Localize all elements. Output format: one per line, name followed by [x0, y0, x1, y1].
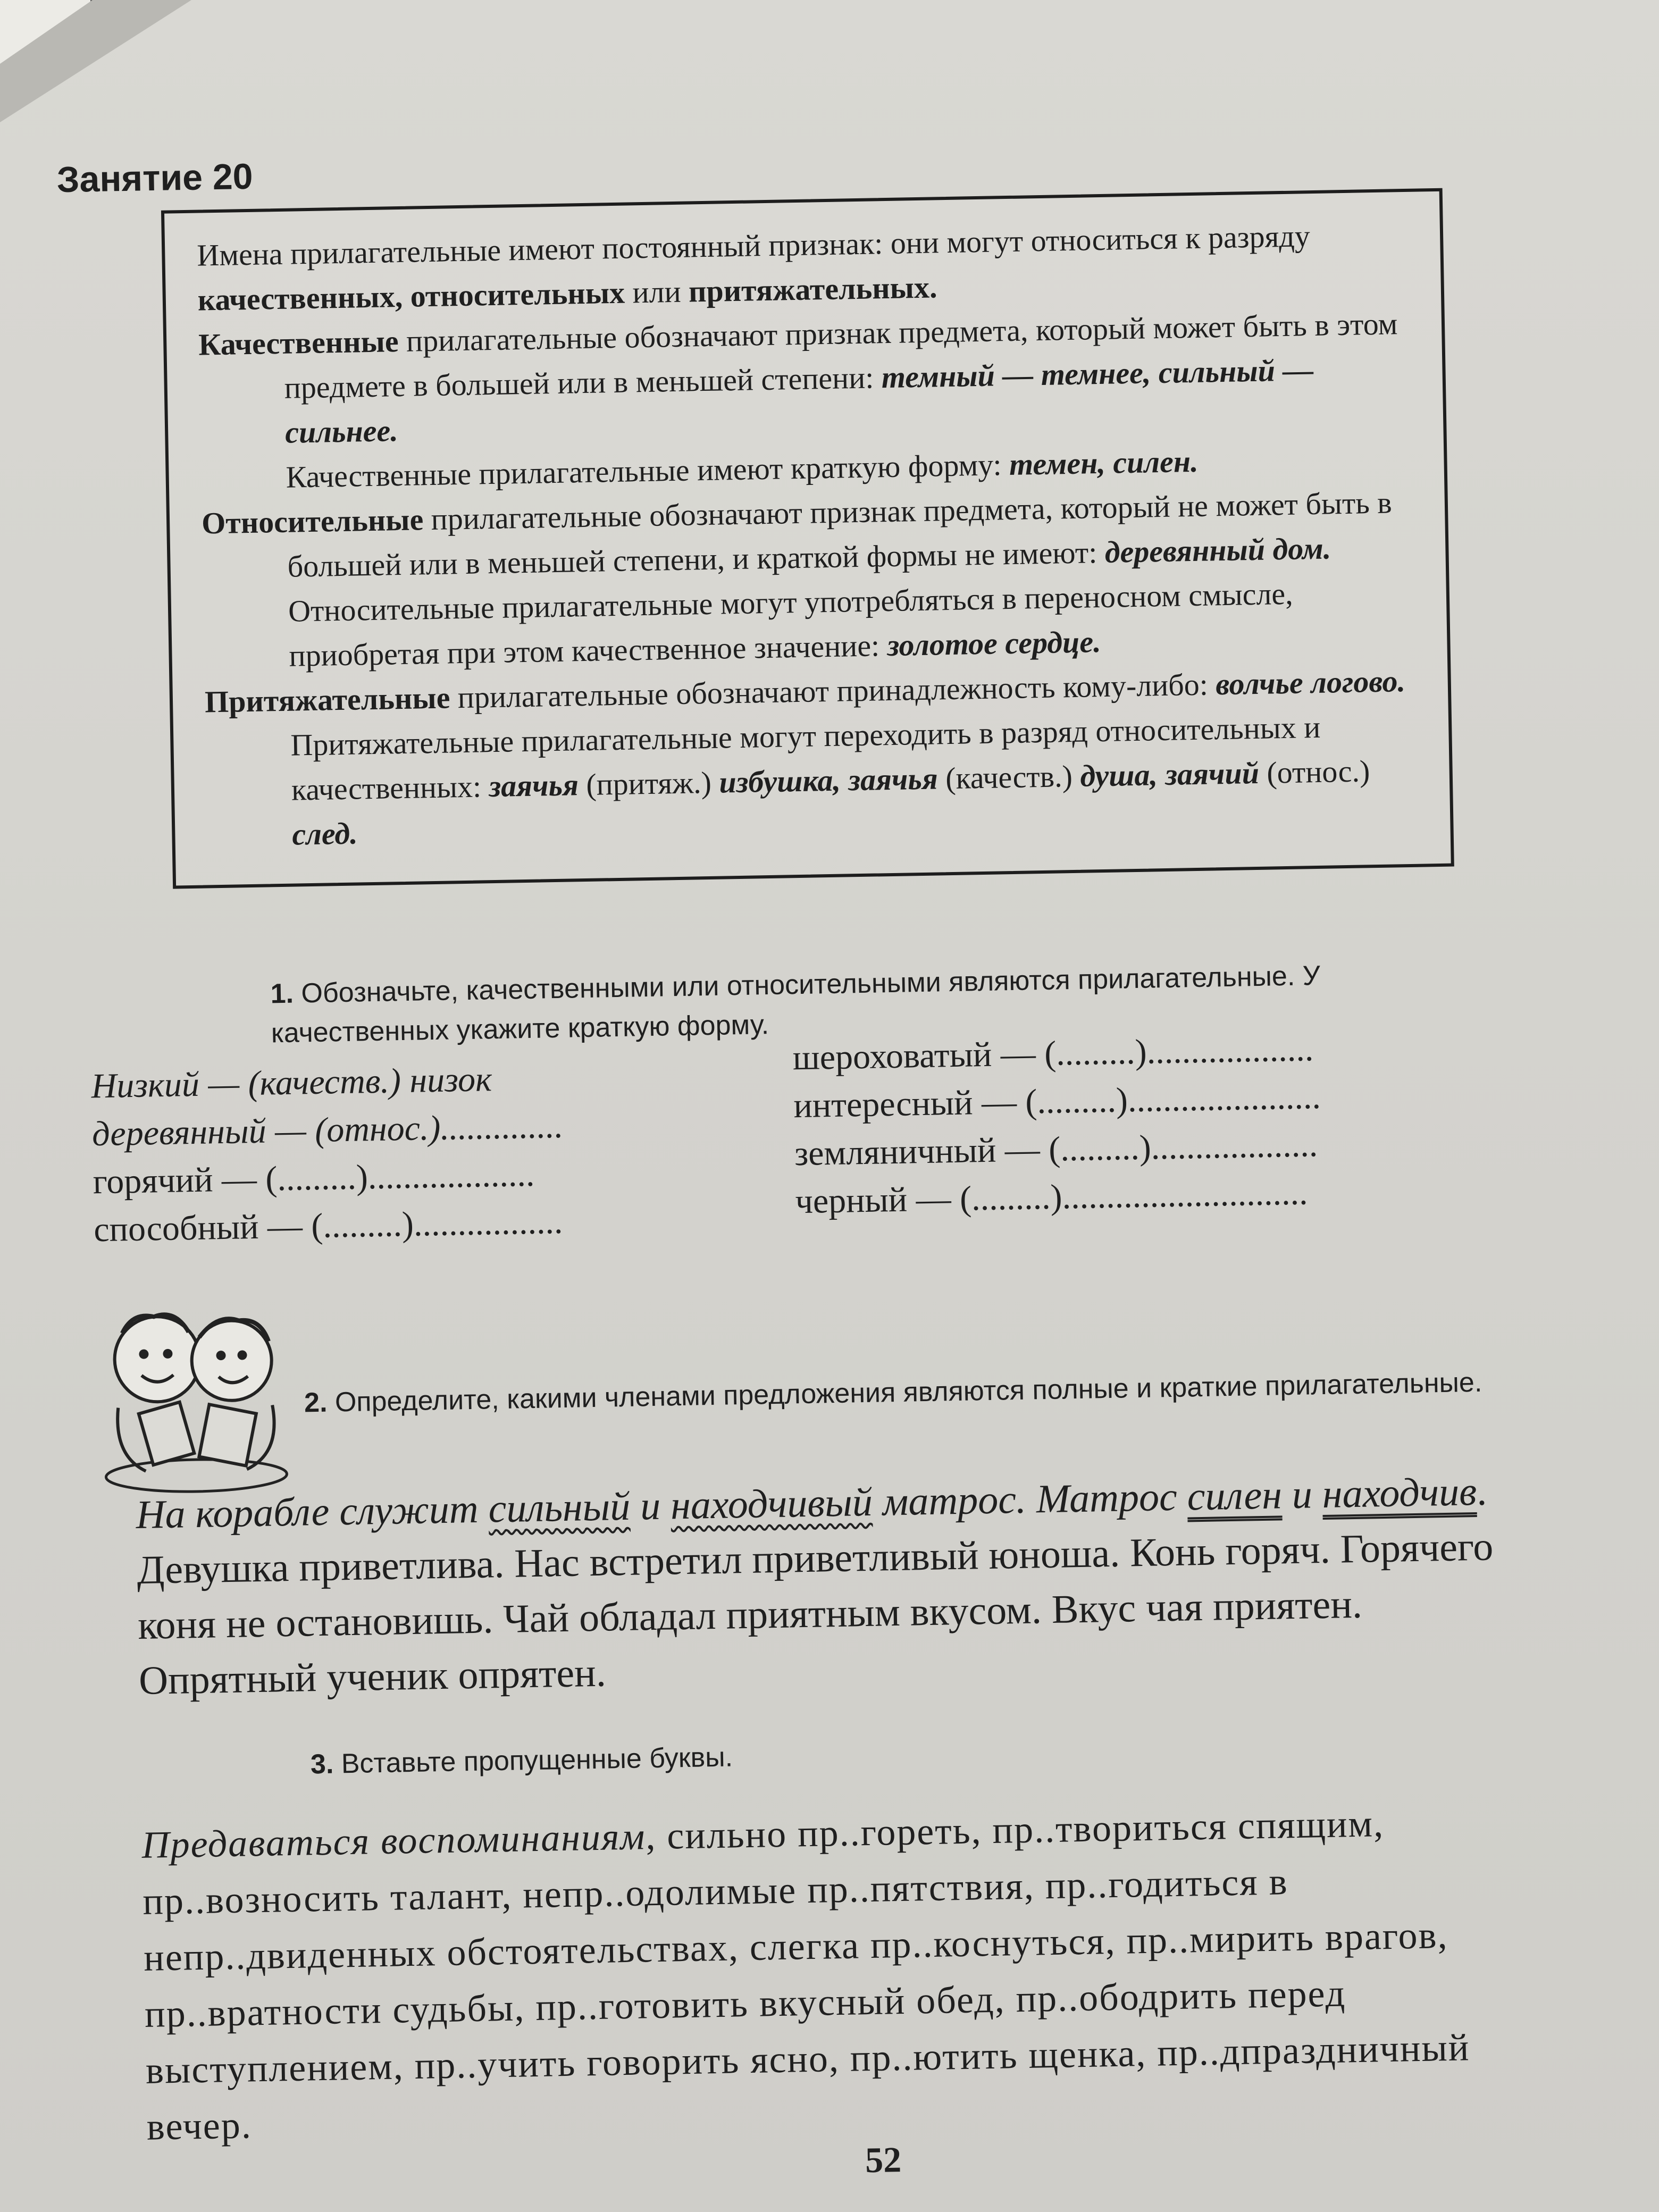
exercise-1-item: интересный — (.........)...................... [793, 1077, 1321, 1126]
task-text: Обозначьте, качественными или относительными являются прилагательные. У качественных укажите краткую форму. [271, 960, 1321, 1049]
task-number: 3. [310, 1748, 334, 1780]
exercise-1-right-column [792, 1025, 1323, 1226]
exercise-1-item: шероховатый — (.........)................... [792, 1029, 1314, 1078]
exercise-3-sample: Предаваться воспоминаниям [141, 1815, 646, 1866]
exercise-1-item: горячий — (.........)................... [93, 1154, 535, 1202]
wavy-underlined-word: находчивый [670, 1479, 873, 1528]
rule-short-text: Качественные прилагательные имеют краткую форму: [286, 447, 1010, 495]
rule-qualitative-text: прилагательные обозначают признак предмета, который может быть в этом предмете в большей или в меньшей степени: [284, 306, 1398, 405]
wavy-underlined-word: сильный [488, 1484, 631, 1531]
task-number: 1. [270, 978, 294, 1010]
rule-intro-or: или [624, 274, 689, 310]
sample-text: На корабле служит [136, 1486, 489, 1537]
rule-possessive-text: прилагательные обозначают принадлежность кому-либо: [449, 667, 1216, 715]
example-mark: (качеств.) [937, 758, 1080, 796]
exercise-1-item [91, 1102, 564, 1158]
exercise-1-item [91, 1054, 563, 1110]
rule-figurative-text: Относительные прилагательные могут употребляться в переносном смысле, приобретая при этом качественное значение: [288, 576, 1294, 673]
exercise-1-item: земляничный — (.........)................... [794, 1125, 1318, 1174]
rule-box [161, 188, 1454, 889]
rule-figurative-example: золотое сердце. [887, 624, 1102, 663]
rule-intro-text: Имена прилагательные имеют постоянный признак: они могут относиться к разряду [196, 219, 1311, 273]
sample-text: . [1476, 1469, 1487, 1514]
exercise-1-sample: Низкий — (качеств.) низок [91, 1060, 492, 1106]
double-underlined-word: силен [1186, 1472, 1283, 1519]
example-word: душа, заячий [1079, 755, 1260, 793]
term-possessive: Притяжательные [204, 680, 450, 719]
exercise-3-text [141, 1792, 1556, 2155]
task-text: Вставьте пропущенные буквы. [333, 1741, 733, 1780]
example-word: избушка, заячья [718, 761, 939, 800]
task-text: Определите, какими членами предложения являются полные и краткие прилагательные. [326, 1367, 1482, 1418]
rule-transition-text: Притяжательные прилагательные могут переходить в разряд относительных и качественных: [290, 709, 1321, 807]
exercise-3-words: , сильно пр..гореть, пр..твориться спящим, пр..возносить талант, непр..одолимые пр..пятствия, пр..годиться в непр..двиденных обстоятельствах, слегка пр..коснуться, пр..мирить врагов, пр..вратности судьбы, пр..готовить вкусный обед, пр..ободрить перед выступлением, пр..учить говорить ясно, пр..ютить щенка, пр..дпраздничный вечер. [142, 1802, 1470, 2148]
rule-intro-bold-2: притяжательных. [688, 270, 937, 309]
exercise-1-sample: деревянный — (относ.).............. [91, 1106, 564, 1154]
example-mark: (притяж.) [578, 765, 719, 802]
task-number: 2. [304, 1387, 328, 1419]
exercise-2-sentences: Девушка приветлива. Нас встретил приветливый юноша. Конь горяч. Горячего коня не остановишь. Чай обладал приятным вкусом. Вкус чая приятен. Опрятный ученик опрятен. [136, 1524, 1494, 1703]
rule-possessive-transition [205, 703, 1419, 859]
lesson-title: Занятие 20 [56, 156, 254, 200]
term-relative: Относительные [201, 502, 424, 541]
example-word: след. [291, 816, 358, 852]
sample-text: и [630, 1483, 671, 1529]
page-number: 52 [865, 2139, 902, 2181]
textbook-page [32, 95, 1653, 2196]
exercise-1-item: способный — (.........)................. [93, 1202, 563, 1250]
term-qualitative: Качественные [198, 324, 399, 362]
exercise-1-item: черный — (.........)............................ [795, 1173, 1309, 1221]
task-3-instruction [310, 1724, 1480, 1784]
rule-qualitative-example: темный — темнее, сильный — сильнее. [284, 353, 1314, 450]
task-2-instruction [304, 1362, 1501, 1422]
sample-text: и [1281, 1472, 1323, 1518]
rule-relative-example: деревянный дом. [1104, 531, 1331, 569]
rule-intro-bold: качественных, относительных [197, 275, 625, 317]
children-mascot-icon [95, 1298, 295, 1498]
double-underlined-word: находчив [1322, 1469, 1477, 1517]
example-mark: (относ.) [1259, 753, 1370, 790]
sample-text: матрос. Матрос [872, 1474, 1188, 1524]
example-word: заячья [488, 767, 579, 804]
exercise-1-left-column [91, 1054, 565, 1254]
rule-qualitative [198, 301, 1412, 457]
exercise-2-text [136, 1463, 1522, 1708]
rule-short-example: темен, силен. [1009, 443, 1199, 482]
exercise-2-sample [136, 1469, 1477, 1537]
rule-possessive-example: волчье логово. [1215, 664, 1406, 702]
rule-relative-text: прилагательные обозначают признак предмета, который не может быть в большей или в меньшей степени, и краткой формы не имеют: [287, 485, 1393, 584]
